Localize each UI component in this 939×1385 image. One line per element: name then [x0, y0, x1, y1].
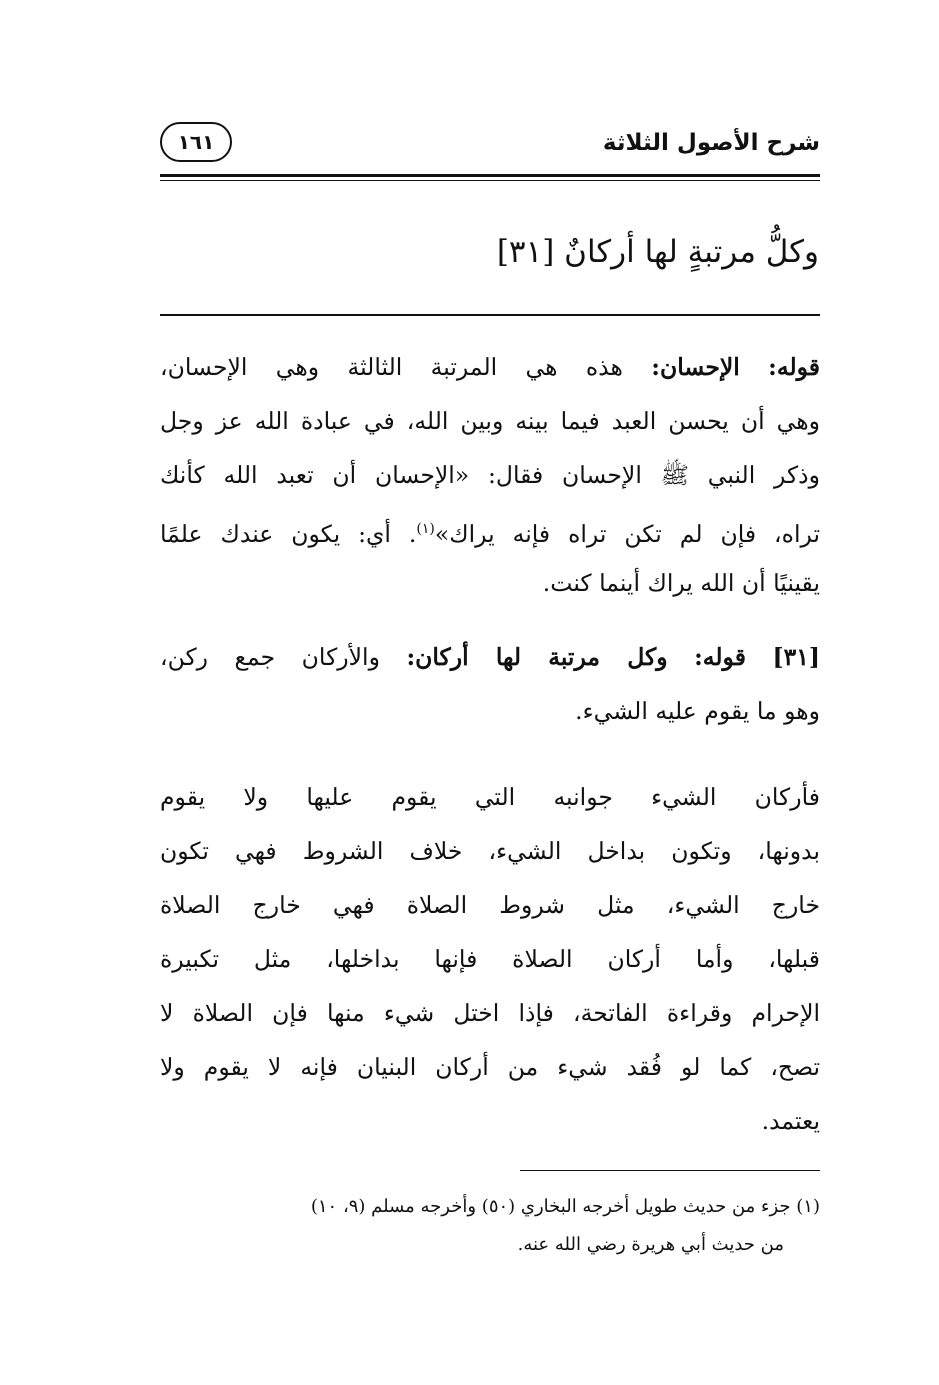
paragraph-line: بدونها، وتكون بداخل الشيء، خلاف الشروط فهي تكون	[160, 837, 820, 865]
footnotes	[160, 1188, 820, 1264]
paragraph-line: وذكر النبي ﷺ الإحسان فقال: «الإحسان أن تعبد الله كأنك	[160, 461, 820, 489]
footnote-separator-rule	[520, 1170, 820, 1171]
paragraph-line: وهي أن يحسن العبد فيما بينه وبين الله، في عبادة الله عز وجل	[160, 407, 820, 435]
paragraph-line: وهو ما يقوم عليه الشيء.	[575, 697, 820, 725]
footnote-line: (١) جزء من حديث طويل أخرجه البخاري (٥٠) وأخرجه مسلم (٩، ١٠)	[310, 1196, 820, 1217]
lead-label: قوله:	[768, 353, 820, 381]
line-text: هذه هي المرتبة الثالثة وهي الإحسان،	[160, 353, 623, 381]
book-title: شرح الأصول الثلاثة	[602, 130, 820, 156]
line-text: تراه، فإن لم تكن تراه فإنه يراك»	[434, 519, 820, 548]
paragraph-line: قبلها، وأما أركان الصلاة فإنها بداخلها، مثل تكبيرة	[160, 945, 820, 973]
lead-term: الإحسان:	[651, 353, 740, 381]
reference-number: [٣١]	[772, 643, 820, 671]
paragraph-line: فأركان الشيء جوانبه التي يقوم عليها ولا يقوم	[160, 783, 820, 811]
paragraph-line	[160, 340, 820, 394]
footnote-marker: (١)	[416, 521, 435, 537]
line-text: . أي: يكون عندك علمًا	[160, 519, 417, 548]
matn-separator-rule	[160, 314, 820, 316]
header-rule-thin	[160, 180, 820, 181]
header-rule-thick	[160, 174, 820, 177]
line-text: والأركان جمع ركن،	[160, 643, 380, 671]
lead-label: قوله:	[694, 643, 746, 671]
paragraph-line: خارج الشيء، مثل شروط الصلاة فهي خارج الصلاة	[160, 891, 820, 919]
commentary-paragraph-3	[160, 770, 820, 1148]
page-number: ١٦١	[160, 122, 232, 162]
paragraph-line: يقينيًا أن الله يراك أينما كنت.	[542, 569, 820, 597]
paragraph-line	[160, 630, 820, 684]
paragraph-line: الإحرام وقراءة الفاتحة، فإذا اختل شيء منها فإن الصلاة لا	[160, 999, 820, 1027]
paragraph-line: يعتمد.	[761, 1107, 820, 1135]
paragraph-line	[160, 502, 820, 556]
commentary-paragraph-1	[160, 340, 820, 610]
paragraph-line: تصح، كما لو فُقد شيء من أركان البنيان فإنه لا يقوم ولا	[160, 1053, 820, 1081]
matn-text: وكلُّ مرتبةٍ لها أركانٌ [٣١]	[496, 234, 819, 270]
commentary-paragraph-2	[160, 630, 820, 738]
footnote-line: من حديث أبي هريرة رضي الله عنه.	[517, 1234, 784, 1255]
lead-term: وكل مرتبة لها أركان:	[406, 643, 668, 671]
page-header	[160, 118, 820, 180]
